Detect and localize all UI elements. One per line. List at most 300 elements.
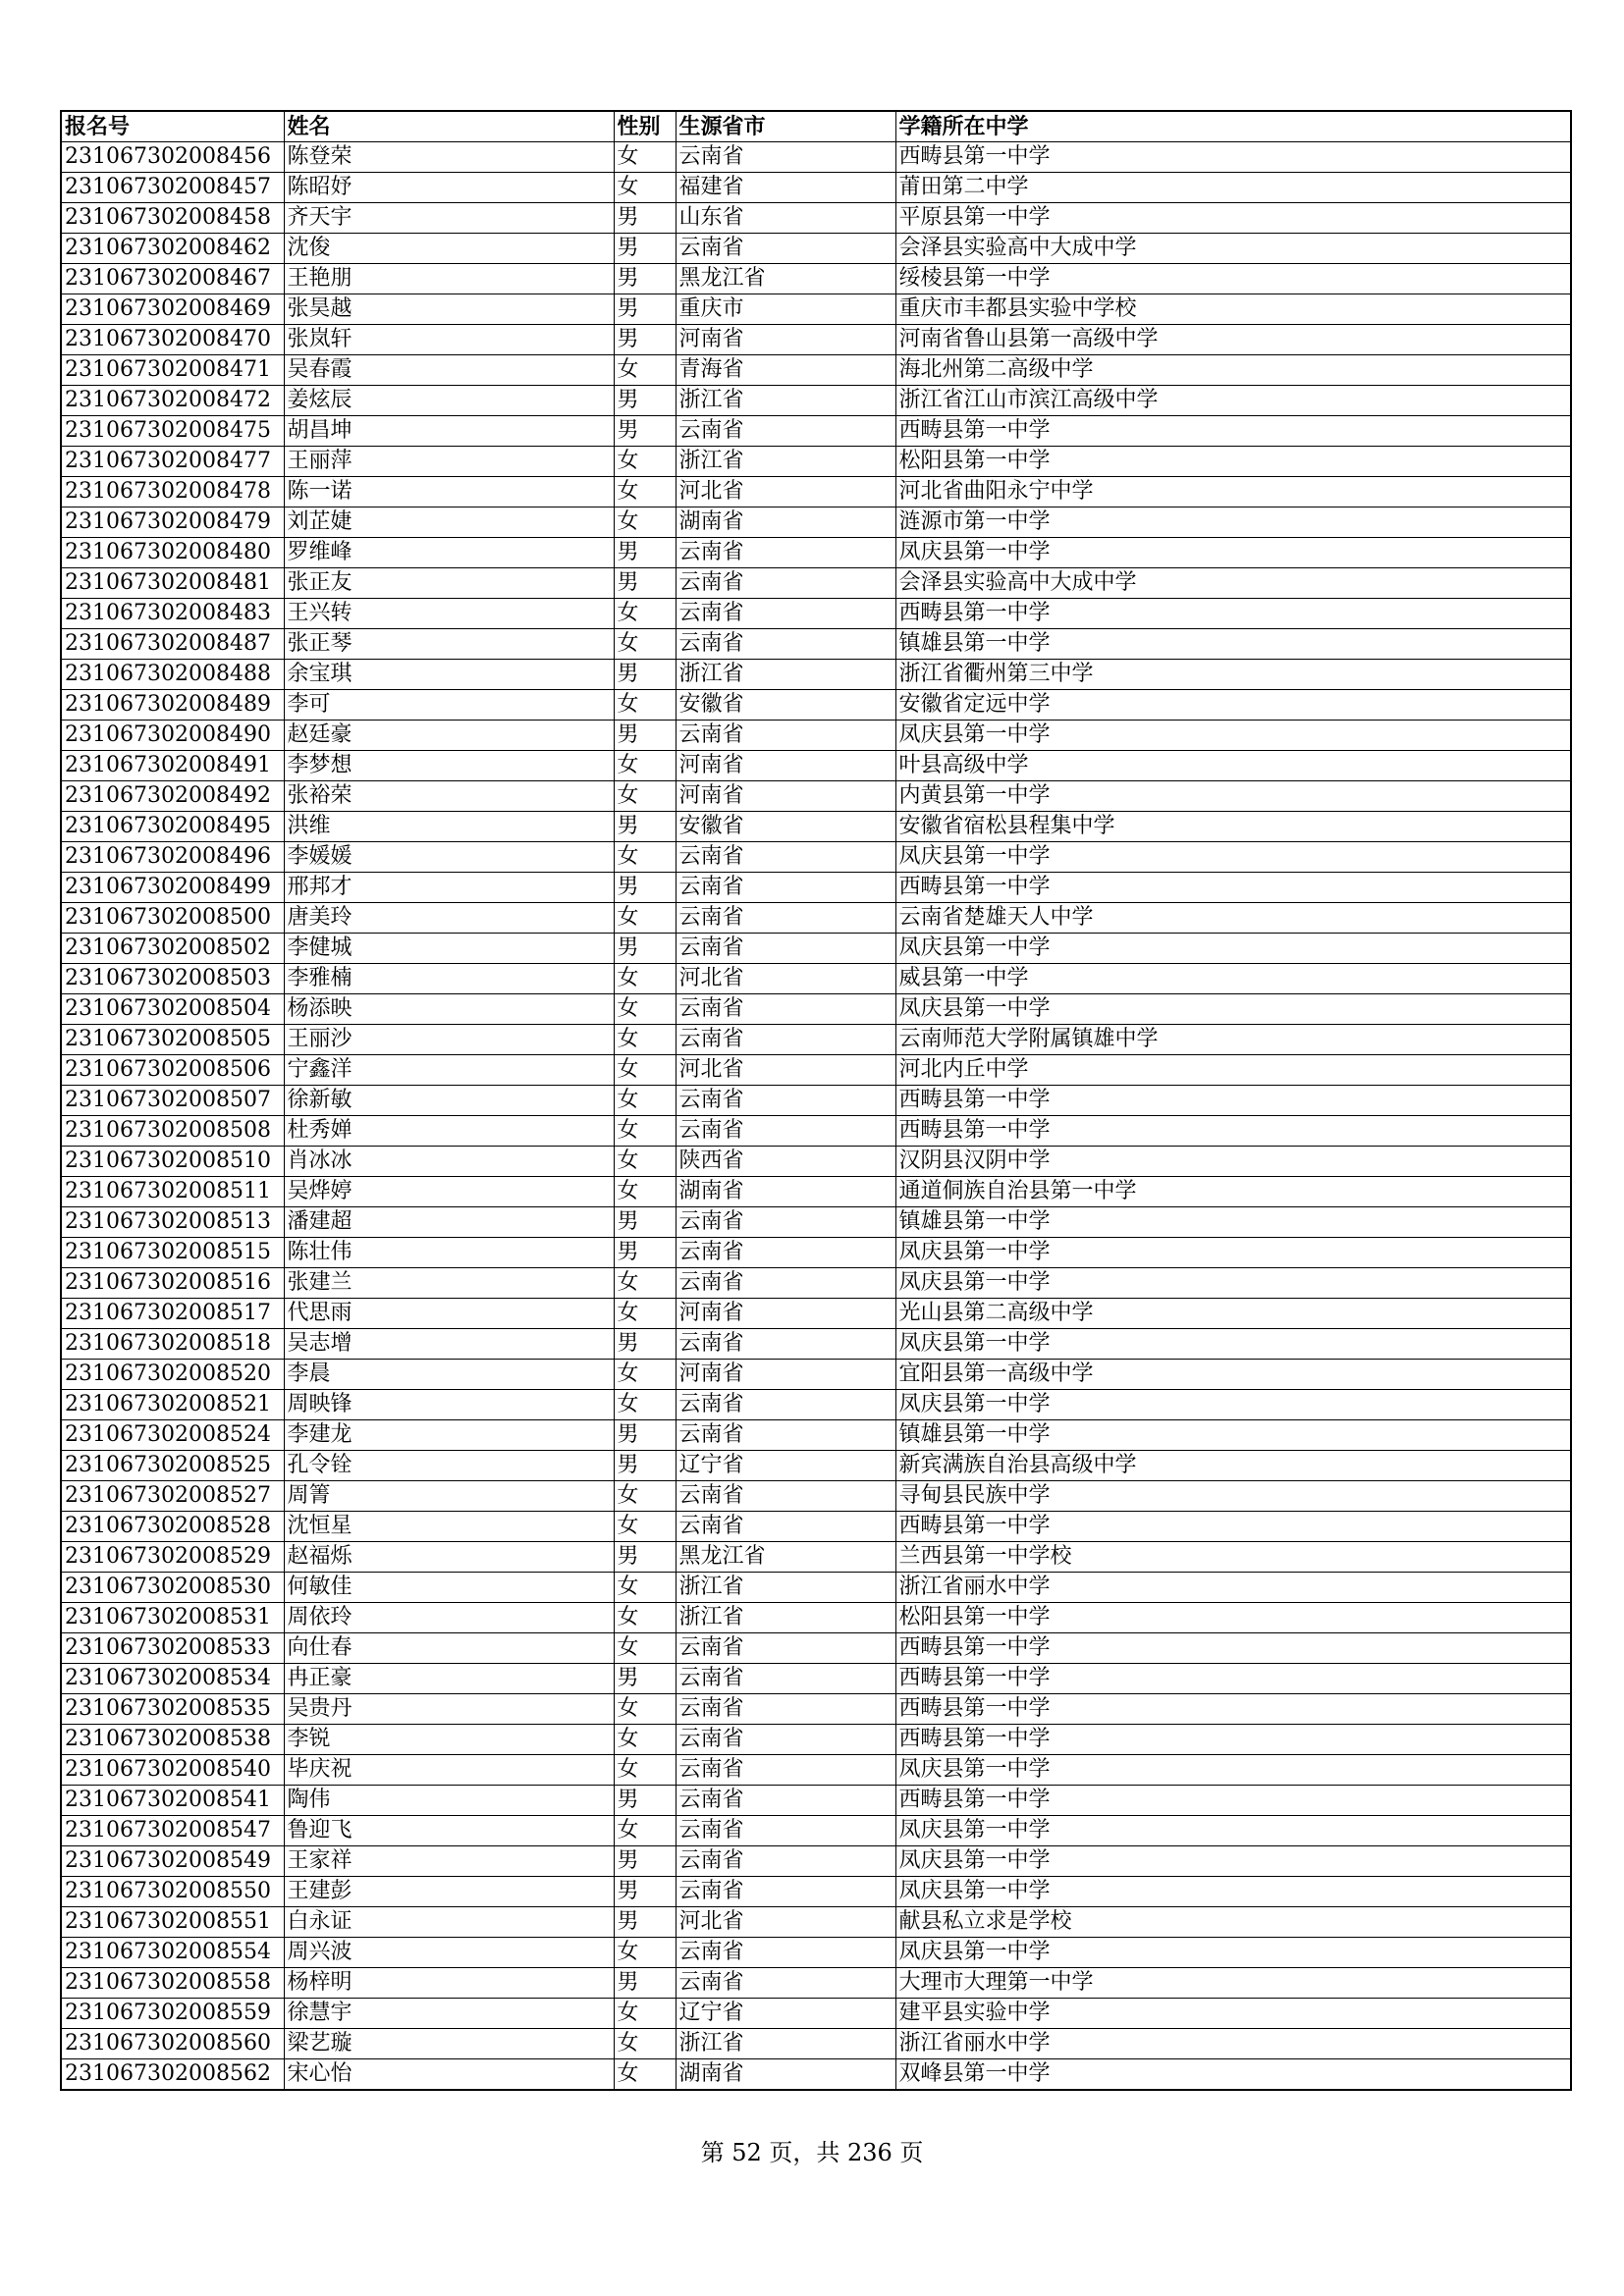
table-row xyxy=(61,1238,1571,1268)
school-cell: 会泽县实验高中大成中学 xyxy=(895,568,1571,599)
gender-cell: 男 xyxy=(614,1968,676,1999)
name-cell: 王丽萍 xyxy=(284,447,614,477)
table-row xyxy=(61,1877,1571,1907)
registration-number-cell: 231067302008472 xyxy=(61,386,284,416)
name-cell: 陈壮伟 xyxy=(284,1238,614,1268)
table-row xyxy=(61,264,1571,294)
gender-cell: 女 xyxy=(614,1816,676,1846)
name-cell: 周兴波 xyxy=(284,1938,614,1968)
gender-cell: 男 xyxy=(614,325,676,355)
name-cell: 唐美玲 xyxy=(284,903,614,934)
province-cell: 福建省 xyxy=(676,173,895,203)
table-row xyxy=(61,1512,1571,1542)
table-row xyxy=(61,477,1571,507)
school-cell: 浙江省丽水中学 xyxy=(895,2029,1571,2059)
table-row xyxy=(61,416,1571,447)
table-row xyxy=(61,203,1571,234)
school-cell: 松阳县第一中学 xyxy=(895,1603,1571,1633)
school-cell: 凤庆县第一中学 xyxy=(895,538,1571,568)
name-cell: 张正友 xyxy=(284,568,614,599)
table-row xyxy=(61,1664,1571,1694)
name-cell: 王家祥 xyxy=(284,1846,614,1877)
province-cell: 浙江省 xyxy=(676,660,895,690)
province-cell: 云南省 xyxy=(676,842,895,873)
province-cell: 辽宁省 xyxy=(676,1999,895,2029)
table-row xyxy=(61,964,1571,994)
table-row xyxy=(61,1329,1571,1360)
table-row xyxy=(61,1025,1571,1055)
registration-number-cell: 231067302008562 xyxy=(61,2059,284,2091)
table-row xyxy=(61,1573,1571,1603)
school-cell: 镇雄县第一中学 xyxy=(895,1207,1571,1238)
school-cell: 云南省楚雄天人中学 xyxy=(895,903,1571,934)
gender-cell: 女 xyxy=(614,1086,676,1116)
gender-cell: 女 xyxy=(614,1268,676,1299)
school-cell: 涟源市第一中学 xyxy=(895,507,1571,538)
table-row xyxy=(61,1999,1571,2029)
gender-cell: 女 xyxy=(614,903,676,934)
school-cell: 西畴县第一中学 xyxy=(895,1664,1571,1694)
gender-cell: 女 xyxy=(614,1299,676,1329)
school-cell: 平原县第一中学 xyxy=(895,203,1571,234)
registration-number-cell: 231067302008496 xyxy=(61,842,284,873)
province-cell: 河南省 xyxy=(676,1299,895,1329)
gender-cell: 男 xyxy=(614,568,676,599)
name-cell: 沈俊 xyxy=(284,234,614,264)
table-row xyxy=(61,721,1571,751)
gender-cell: 女 xyxy=(614,1512,676,1542)
registration-number-cell: 231067302008507 xyxy=(61,1086,284,1116)
table-row xyxy=(61,1390,1571,1420)
name-cell: 吴贵丹 xyxy=(284,1694,614,1725)
province-cell: 浙江省 xyxy=(676,1573,895,1603)
gender-cell: 女 xyxy=(614,781,676,812)
province-cell: 安徽省 xyxy=(676,690,895,721)
province-cell: 云南省 xyxy=(676,629,895,660)
registration-number-cell: 231067302008489 xyxy=(61,690,284,721)
gender-cell: 女 xyxy=(614,599,676,629)
province-cell: 云南省 xyxy=(676,1268,895,1299)
province-cell: 云南省 xyxy=(676,1238,895,1268)
gender-cell: 男 xyxy=(614,386,676,416)
registration-number-cell: 231067302008510 xyxy=(61,1147,284,1177)
table-row xyxy=(61,903,1571,934)
registration-number-cell: 231067302008529 xyxy=(61,1542,284,1573)
registration-number-cell: 231067302008491 xyxy=(61,751,284,781)
name-cell: 周映锋 xyxy=(284,1390,614,1420)
registration-number-cell: 231067302008470 xyxy=(61,325,284,355)
province-cell: 云南省 xyxy=(676,568,895,599)
header-name: 姓名 xyxy=(284,111,614,142)
name-cell: 梁艺璇 xyxy=(284,2029,614,2059)
province-cell: 云南省 xyxy=(676,1755,895,1786)
gender-cell: 男 xyxy=(614,1207,676,1238)
header-school: 学籍所在中学 xyxy=(895,111,1571,142)
name-cell: 冉正豪 xyxy=(284,1664,614,1694)
gender-cell: 男 xyxy=(614,1877,676,1907)
province-cell: 浙江省 xyxy=(676,2029,895,2059)
header-registration-number: 报名号 xyxy=(61,111,284,142)
registration-number-cell: 231067302008558 xyxy=(61,1968,284,1999)
name-cell: 李建龙 xyxy=(284,1420,614,1451)
school-cell: 内黄县第一中学 xyxy=(895,781,1571,812)
school-cell: 凤庆县第一中学 xyxy=(895,1846,1571,1877)
registration-number-cell: 231067302008521 xyxy=(61,1390,284,1420)
table-row xyxy=(61,1299,1571,1329)
school-cell: 寻甸县民族中学 xyxy=(895,1481,1571,1512)
school-cell: 凤庆县第一中学 xyxy=(895,1938,1571,1968)
school-cell: 西畴县第一中学 xyxy=(895,1633,1571,1664)
gender-cell: 男 xyxy=(614,1846,676,1877)
table-row xyxy=(61,751,1571,781)
table-row xyxy=(61,1846,1571,1877)
name-cell: 陈一诺 xyxy=(284,477,614,507)
name-cell: 张裕荣 xyxy=(284,781,614,812)
name-cell: 周箐 xyxy=(284,1481,614,1512)
name-cell: 毕庆祝 xyxy=(284,1755,614,1786)
gender-cell: 女 xyxy=(614,1177,676,1207)
registration-number-cell: 231067302008535 xyxy=(61,1694,284,1725)
name-cell: 张建兰 xyxy=(284,1268,614,1299)
school-cell: 浙江省江山市滨江高级中学 xyxy=(895,386,1571,416)
province-cell: 云南省 xyxy=(676,416,895,447)
province-cell: 陕西省 xyxy=(676,1147,895,1177)
header-province: 生源省市 xyxy=(676,111,895,142)
name-cell: 肖冰冰 xyxy=(284,1147,614,1177)
registration-number-cell: 231067302008503 xyxy=(61,964,284,994)
school-cell: 绥棱县第一中学 xyxy=(895,264,1571,294)
table-row xyxy=(61,1603,1571,1633)
table-row xyxy=(61,1481,1571,1512)
school-cell: 叶县高级中学 xyxy=(895,751,1571,781)
table-row xyxy=(61,1268,1571,1299)
gender-cell: 男 xyxy=(614,234,676,264)
table-row xyxy=(61,873,1571,903)
table-row xyxy=(61,1694,1571,1725)
school-cell: 河北省曲阳永宁中学 xyxy=(895,477,1571,507)
name-cell: 鲁迎飞 xyxy=(284,1816,614,1846)
province-cell: 河北省 xyxy=(676,1907,895,1938)
gender-cell: 女 xyxy=(614,1633,676,1664)
registration-number-cell: 231067302008534 xyxy=(61,1664,284,1694)
table-row xyxy=(61,234,1571,264)
name-cell: 宁鑫洋 xyxy=(284,1055,614,1086)
gender-cell: 女 xyxy=(614,447,676,477)
table-row xyxy=(61,1207,1571,1238)
school-cell: 浙江省衢州第三中学 xyxy=(895,660,1571,690)
school-cell: 新宾满族自治县高级中学 xyxy=(895,1451,1571,1481)
header-gender: 性别 xyxy=(614,111,676,142)
province-cell: 云南省 xyxy=(676,599,895,629)
registration-number-cell: 231067302008490 xyxy=(61,721,284,751)
school-cell: 西畴县第一中学 xyxy=(895,873,1571,903)
gender-cell: 女 xyxy=(614,1755,676,1786)
table-row xyxy=(61,1116,1571,1147)
registration-number-cell: 231067302008506 xyxy=(61,1055,284,1086)
registration-number-cell: 231067302008508 xyxy=(61,1116,284,1147)
table-row xyxy=(61,812,1571,842)
province-cell: 云南省 xyxy=(676,1816,895,1846)
province-cell: 云南省 xyxy=(676,1877,895,1907)
gender-cell: 男 xyxy=(614,1786,676,1816)
table-row xyxy=(61,1725,1571,1755)
name-cell: 李健城 xyxy=(284,934,614,964)
registration-number-cell: 231067302008528 xyxy=(61,1512,284,1542)
gender-cell: 男 xyxy=(614,203,676,234)
name-cell: 何敏佳 xyxy=(284,1573,614,1603)
registration-number-cell: 231067302008478 xyxy=(61,477,284,507)
province-cell: 河南省 xyxy=(676,751,895,781)
registration-number-cell: 231067302008525 xyxy=(61,1451,284,1481)
registration-number-cell: 231067302008467 xyxy=(61,264,284,294)
province-cell: 云南省 xyxy=(676,994,895,1025)
name-cell: 余宝琪 xyxy=(284,660,614,690)
gender-cell: 男 xyxy=(614,1451,676,1481)
table-row xyxy=(61,325,1571,355)
table-row xyxy=(61,994,1571,1025)
table-row xyxy=(61,1816,1571,1846)
province-cell: 云南省 xyxy=(676,1968,895,1999)
school-cell: 镇雄县第一中学 xyxy=(895,1420,1571,1451)
gender-cell: 女 xyxy=(614,1025,676,1055)
table-row xyxy=(61,1055,1571,1086)
school-cell: 安徽省定远中学 xyxy=(895,690,1571,721)
gender-cell: 女 xyxy=(614,507,676,538)
school-cell: 凤庆县第一中学 xyxy=(895,1390,1571,1420)
registration-number-cell: 231067302008559 xyxy=(61,1999,284,2029)
gender-cell: 男 xyxy=(614,416,676,447)
table-row xyxy=(61,1147,1571,1177)
province-cell: 云南省 xyxy=(676,1420,895,1451)
school-cell: 西畴县第一中学 xyxy=(895,1786,1571,1816)
school-cell: 莆田第二中学 xyxy=(895,173,1571,203)
gender-cell: 女 xyxy=(614,142,676,173)
school-cell: 凤庆县第一中学 xyxy=(895,1238,1571,1268)
school-cell: 西畴县第一中学 xyxy=(895,1694,1571,1725)
name-cell: 杜秀婵 xyxy=(284,1116,614,1147)
school-cell: 凤庆县第一中学 xyxy=(895,1268,1571,1299)
name-cell: 李晨 xyxy=(284,1360,614,1390)
table-row xyxy=(61,629,1571,660)
name-cell: 陈登荣 xyxy=(284,142,614,173)
gender-cell: 女 xyxy=(614,2029,676,2059)
registration-number-cell: 231067302008518 xyxy=(61,1329,284,1360)
name-cell: 王艳朋 xyxy=(284,264,614,294)
table-row xyxy=(61,660,1571,690)
name-cell: 李雅楠 xyxy=(284,964,614,994)
province-cell: 安徽省 xyxy=(676,812,895,842)
registration-number-cell: 231067302008499 xyxy=(61,873,284,903)
province-cell: 云南省 xyxy=(676,1329,895,1360)
school-cell: 汉阴县汉阴中学 xyxy=(895,1147,1571,1177)
province-cell: 云南省 xyxy=(676,1664,895,1694)
table-row xyxy=(61,1968,1571,1999)
province-cell: 湖南省 xyxy=(676,507,895,538)
table-row xyxy=(61,2029,1571,2059)
gender-cell: 女 xyxy=(614,751,676,781)
table-row xyxy=(61,934,1571,964)
gender-cell: 女 xyxy=(614,1055,676,1086)
registration-number-cell: 231067302008469 xyxy=(61,294,284,325)
school-cell: 凤庆县第一中学 xyxy=(895,994,1571,1025)
registration-number-cell: 231067302008517 xyxy=(61,1299,284,1329)
province-cell: 河南省 xyxy=(676,325,895,355)
gender-cell: 女 xyxy=(614,1116,676,1147)
table-row xyxy=(61,507,1571,538)
page-footer: 第 52 页，共 236 页 xyxy=(700,2139,924,2166)
school-cell: 宜阳县第一高级中学 xyxy=(895,1360,1571,1390)
registration-number-cell: 231067302008462 xyxy=(61,234,284,264)
province-cell: 云南省 xyxy=(676,1116,895,1147)
school-cell: 兰西县第一中学校 xyxy=(895,1542,1571,1573)
registration-number-cell: 231067302008475 xyxy=(61,416,284,447)
name-cell: 杨梓明 xyxy=(284,1968,614,1999)
registration-number-cell: 231067302008488 xyxy=(61,660,284,690)
name-cell: 洪维 xyxy=(284,812,614,842)
table-row xyxy=(61,355,1571,386)
name-cell: 张昊越 xyxy=(284,294,614,325)
name-cell: 周依玲 xyxy=(284,1603,614,1633)
gender-cell: 男 xyxy=(614,934,676,964)
registration-number-cell: 231067302008530 xyxy=(61,1573,284,1603)
table-row xyxy=(61,842,1571,873)
gender-cell: 女 xyxy=(614,994,676,1025)
school-cell: 通道侗族自治县第一中学 xyxy=(895,1177,1571,1207)
name-cell: 赵福烁 xyxy=(284,1542,614,1573)
name-cell: 李梦想 xyxy=(284,751,614,781)
registration-number-cell: 231067302008527 xyxy=(61,1481,284,1512)
school-cell: 重庆市丰都县实验中学校 xyxy=(895,294,1571,325)
registration-number-cell: 231067302008457 xyxy=(61,173,284,203)
gender-cell: 女 xyxy=(614,1999,676,2029)
gender-cell: 女 xyxy=(614,1390,676,1420)
registration-number-cell: 231067302008495 xyxy=(61,812,284,842)
province-cell: 湖南省 xyxy=(676,1177,895,1207)
gender-cell: 女 xyxy=(614,173,676,203)
name-cell: 吴烨婷 xyxy=(284,1177,614,1207)
name-cell: 陈昭妤 xyxy=(284,173,614,203)
province-cell: 云南省 xyxy=(676,142,895,173)
school-cell: 献县私立求是学校 xyxy=(895,1907,1571,1938)
school-cell: 西畴县第一中学 xyxy=(895,1725,1571,1755)
gender-cell: 男 xyxy=(614,873,676,903)
school-cell: 海北州第二高级中学 xyxy=(895,355,1571,386)
table-row xyxy=(61,294,1571,325)
province-cell: 云南省 xyxy=(676,1694,895,1725)
name-cell: 邢邦才 xyxy=(284,873,614,903)
province-cell: 河北省 xyxy=(676,477,895,507)
name-cell: 吴志增 xyxy=(284,1329,614,1360)
table-row xyxy=(61,538,1571,568)
gender-cell: 女 xyxy=(614,1725,676,1755)
registration-number-cell: 231067302008516 xyxy=(61,1268,284,1299)
gender-cell: 女 xyxy=(614,1573,676,1603)
province-cell: 河北省 xyxy=(676,1055,895,1086)
student-table xyxy=(60,110,1572,2091)
table-row xyxy=(61,1086,1571,1116)
table-row xyxy=(61,1633,1571,1664)
registration-number-cell: 231067302008524 xyxy=(61,1420,284,1451)
school-cell: 镇雄县第一中学 xyxy=(895,629,1571,660)
registration-number-cell: 231067302008479 xyxy=(61,507,284,538)
gender-cell: 男 xyxy=(614,264,676,294)
table-row xyxy=(61,1420,1571,1451)
registration-number-cell: 231067302008492 xyxy=(61,781,284,812)
name-cell: 齐天宇 xyxy=(284,203,614,234)
province-cell: 山东省 xyxy=(676,203,895,234)
name-cell: 徐慧宇 xyxy=(284,1999,614,2029)
school-cell: 西畴县第一中学 xyxy=(895,599,1571,629)
school-cell: 会泽县实验高中大成中学 xyxy=(895,234,1571,264)
school-cell: 河南省鲁山县第一高级中学 xyxy=(895,325,1571,355)
gender-cell: 女 xyxy=(614,629,676,660)
province-cell: 云南省 xyxy=(676,1786,895,1816)
name-cell: 吴春霞 xyxy=(284,355,614,386)
school-cell: 云南师范大学附属镇雄中学 xyxy=(895,1025,1571,1055)
registration-number-cell: 231067302008531 xyxy=(61,1603,284,1633)
name-cell: 代思雨 xyxy=(284,1299,614,1329)
registration-number-cell: 231067302008487 xyxy=(61,629,284,660)
name-cell: 姜炫辰 xyxy=(284,386,614,416)
gender-cell: 女 xyxy=(614,355,676,386)
name-cell: 孔令铨 xyxy=(284,1451,614,1481)
province-cell: 云南省 xyxy=(676,1725,895,1755)
table-row xyxy=(61,142,1571,173)
school-cell: 威县第一中学 xyxy=(895,964,1571,994)
gender-cell: 女 xyxy=(614,1603,676,1633)
name-cell: 潘建超 xyxy=(284,1207,614,1238)
name-cell: 杨添映 xyxy=(284,994,614,1025)
registration-number-cell: 231067302008541 xyxy=(61,1786,284,1816)
registration-number-cell: 231067302008540 xyxy=(61,1755,284,1786)
name-cell: 王丽沙 xyxy=(284,1025,614,1055)
registration-number-cell: 231067302008500 xyxy=(61,903,284,934)
province-cell: 河北省 xyxy=(676,964,895,994)
registration-number-cell: 231067302008471 xyxy=(61,355,284,386)
name-cell: 宋心怡 xyxy=(284,2059,614,2091)
school-cell: 西畴县第一中学 xyxy=(895,1512,1571,1542)
table-row xyxy=(61,2059,1571,2091)
name-cell: 李锐 xyxy=(284,1725,614,1755)
name-cell: 王建彭 xyxy=(284,1877,614,1907)
registration-number-cell: 231067302008520 xyxy=(61,1360,284,1390)
province-cell: 湖南省 xyxy=(676,2059,895,2091)
registration-number-cell: 231067302008554 xyxy=(61,1938,284,1968)
gender-cell: 女 xyxy=(614,2059,676,2091)
province-cell: 重庆市 xyxy=(676,294,895,325)
school-cell: 凤庆县第一中学 xyxy=(895,1816,1571,1846)
school-cell: 河北内丘中学 xyxy=(895,1055,1571,1086)
table-row xyxy=(61,781,1571,812)
province-cell: 云南省 xyxy=(676,1025,895,1055)
registration-number-cell: 231067302008550 xyxy=(61,1877,284,1907)
school-cell: 松阳县第一中学 xyxy=(895,447,1571,477)
gender-cell: 女 xyxy=(614,1938,676,1968)
registration-number-cell: 231067302008551 xyxy=(61,1907,284,1938)
province-cell: 黑龙江省 xyxy=(676,1542,895,1573)
province-cell: 云南省 xyxy=(676,1938,895,1968)
registration-number-cell: 231067302008533 xyxy=(61,1633,284,1664)
province-cell: 浙江省 xyxy=(676,386,895,416)
gender-cell: 女 xyxy=(614,477,676,507)
gender-cell: 男 xyxy=(614,1907,676,1938)
registration-number-cell: 231067302008560 xyxy=(61,2029,284,2059)
table-row xyxy=(61,173,1571,203)
province-cell: 云南省 xyxy=(676,1390,895,1420)
school-cell: 凤庆县第一中学 xyxy=(895,721,1571,751)
table-row xyxy=(61,1542,1571,1573)
school-cell: 安徽省宿松县程集中学 xyxy=(895,812,1571,842)
